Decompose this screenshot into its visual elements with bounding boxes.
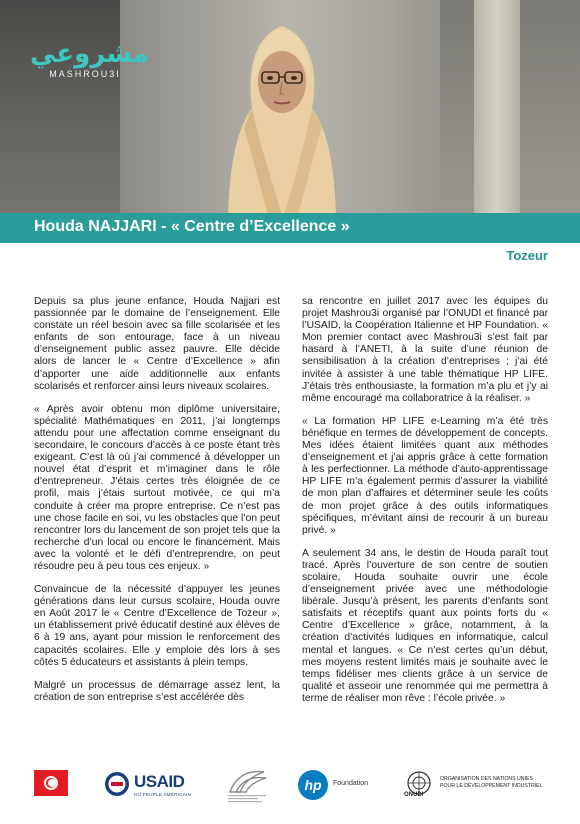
onudi-wordmark: ONUDI (404, 792, 424, 798)
paragraph: « La formation HP LIFE e-Learning m’a été très bénéfique en termes de développement de concepts. Mes idées étaient limitées quant aux méthodes d’enseignement et j’ai appris grâce à cette formation à les perfectionner. La méthode d’auto-apprentissage HP LIFE m’a également permis d’assurer la viabilité de mon plan d’affaires et déterminer seule les coûts de mon projet grâce à des outils informatiques spécifiques, m’évitant ainsi de recourir à un bureau privé. » (302, 415, 548, 536)
photo-pillar (474, 0, 520, 215)
logo-latin-text: MASHROU3I (49, 69, 121, 79)
usaid-tagline: DU PEUPLE AMÉRICAIN (134, 792, 192, 797)
usaid-wordmark: USAID (134, 772, 185, 791)
paragraph: Malgré un processus de démarrage assez lent, la création de son entreprise s’est accélérée dès (34, 679, 280, 703)
portrait-photo (0, 0, 580, 215)
hp-logo-icon: hp (298, 770, 328, 800)
usaid-logo (104, 768, 190, 800)
hp-foundation-label: Foundation (333, 780, 369, 787)
onudi-organisation-name (440, 776, 543, 789)
paragraph: Convaincue de la nécessité d’appuyer les jeunes générations dans leur cursus scolaire, Houda ouvre en Août 2017 le « Centre d’Excellence de Tozeur », un établissement privé éducatif destiné aux élèves de 6 à 19 ans, ayant pour mission le renforcement des capacités scolaires. Elle y emploie dès lors à ses côtés 5 éducateurs et assistants à plein temps. (34, 584, 280, 668)
woman-portrait-illustration (208, 8, 356, 215)
onudi-org-line: POUR LE DÉVELOPPEMENT INDUSTRIEL (440, 782, 543, 789)
photo-background-left (0, 0, 120, 215)
paragraph: A seulement 34 ans, le destin de Houda paraît tout tracé. Après l’ouverture de son centre de soutien scolaire, Houda souhaite ouvrir une école d’enseignement privée avec une méthodologie libérale. Jusqu’à présent, les parents d’enfants sont satisfaits et réceptifs quant aux points forts du « Centre d’Excellence » grâce, notamment, à la création d’activités ludiques en informatique, calcul mental et langues. « Ce n’est certes qu’un début, mes moyens restent limités mais je souhaite avec le temps fidéliser mes clients grâce à un service de qualité et asseoir une renommée qui me permettra à terme de réaliser mon rêve : l’école privée. » (302, 547, 548, 704)
paragraph: sa rencontre en juillet 2017 avec les équipes du projet Mashrou3i organisé par l’ONUDI et financé par l’USAID, la Coopération Italienne et HP Foundation. « Mon premier contact avec Mashrou3i s’est fait par hasard à l’ANETI, à la suite d’une réunion de sensibilisation à la création d’entreprises ; j’ai été invitée à assister à une table thématique HP LIFE. J’étais très enthousiaste, la formation m’a plu et j’y ai même encouragé ma collaboratrice à la réaliser. » (302, 296, 548, 404)
logo-arabic-text: مشروعي (30, 39, 149, 69)
left-text-column (34, 296, 280, 715)
title-band (0, 213, 580, 243)
usaid-seal-icon (104, 771, 130, 797)
onudi-org-line: ORGANISATION DES NATIONS UNIES (440, 776, 533, 782)
page-title: Houda NAJJARI - « Centre d’Excellence » (34, 218, 350, 235)
italian-cooperation-logo (222, 766, 272, 804)
right-text-column (302, 296, 548, 716)
mashrou3i-logo (30, 39, 149, 79)
location-label: Tozeur (506, 248, 548, 263)
paragraph: « Après avoir obtenu mon diplôme universitaire, spécialité Mathématiques en 2011, j’ai longtemps attendu pour une affectation comme enseignant du secondaire, le concours d’accès à ce poste étant très exigeant. C’est là où j’ai commencé à développer un nouvel état d’esprit et m’imaginer dans le rôle d’entrepreneur. J’étais certes très éloignée de ce profil, mais j’étais surtout motivée, ce qui m’a conduite à créer ma propre entreprise. Ce n’est pas une chose facile en soi, vu les obstacles que l’on peut rencontrer lors du lancement de son projet tels que la recherche d’un local ou encore le financement. Mais avec la volonté et le défi d’entreprendre, on peut résoudre peu à peu tous ces enjeux. » (34, 403, 280, 572)
paragraph: Depuis sa plus jeune enfance, Houda Najjari est passionnée par le domaine de l’enseignement. Elle constate un réel besoin avec sa fille scolarisée et les enfants de son entourage, face à un niveau d’enseignement public assez pauvre. Elle décide alors de lancer le « Centre d’Excellence » afin d’apporter une aide additionnelle aux enfants scolarisés et renforcer ainsi leurs niveaux scolaires. (34, 296, 280, 392)
tunisia-flag-icon (34, 770, 68, 796)
partner-logos-footer (0, 762, 580, 812)
